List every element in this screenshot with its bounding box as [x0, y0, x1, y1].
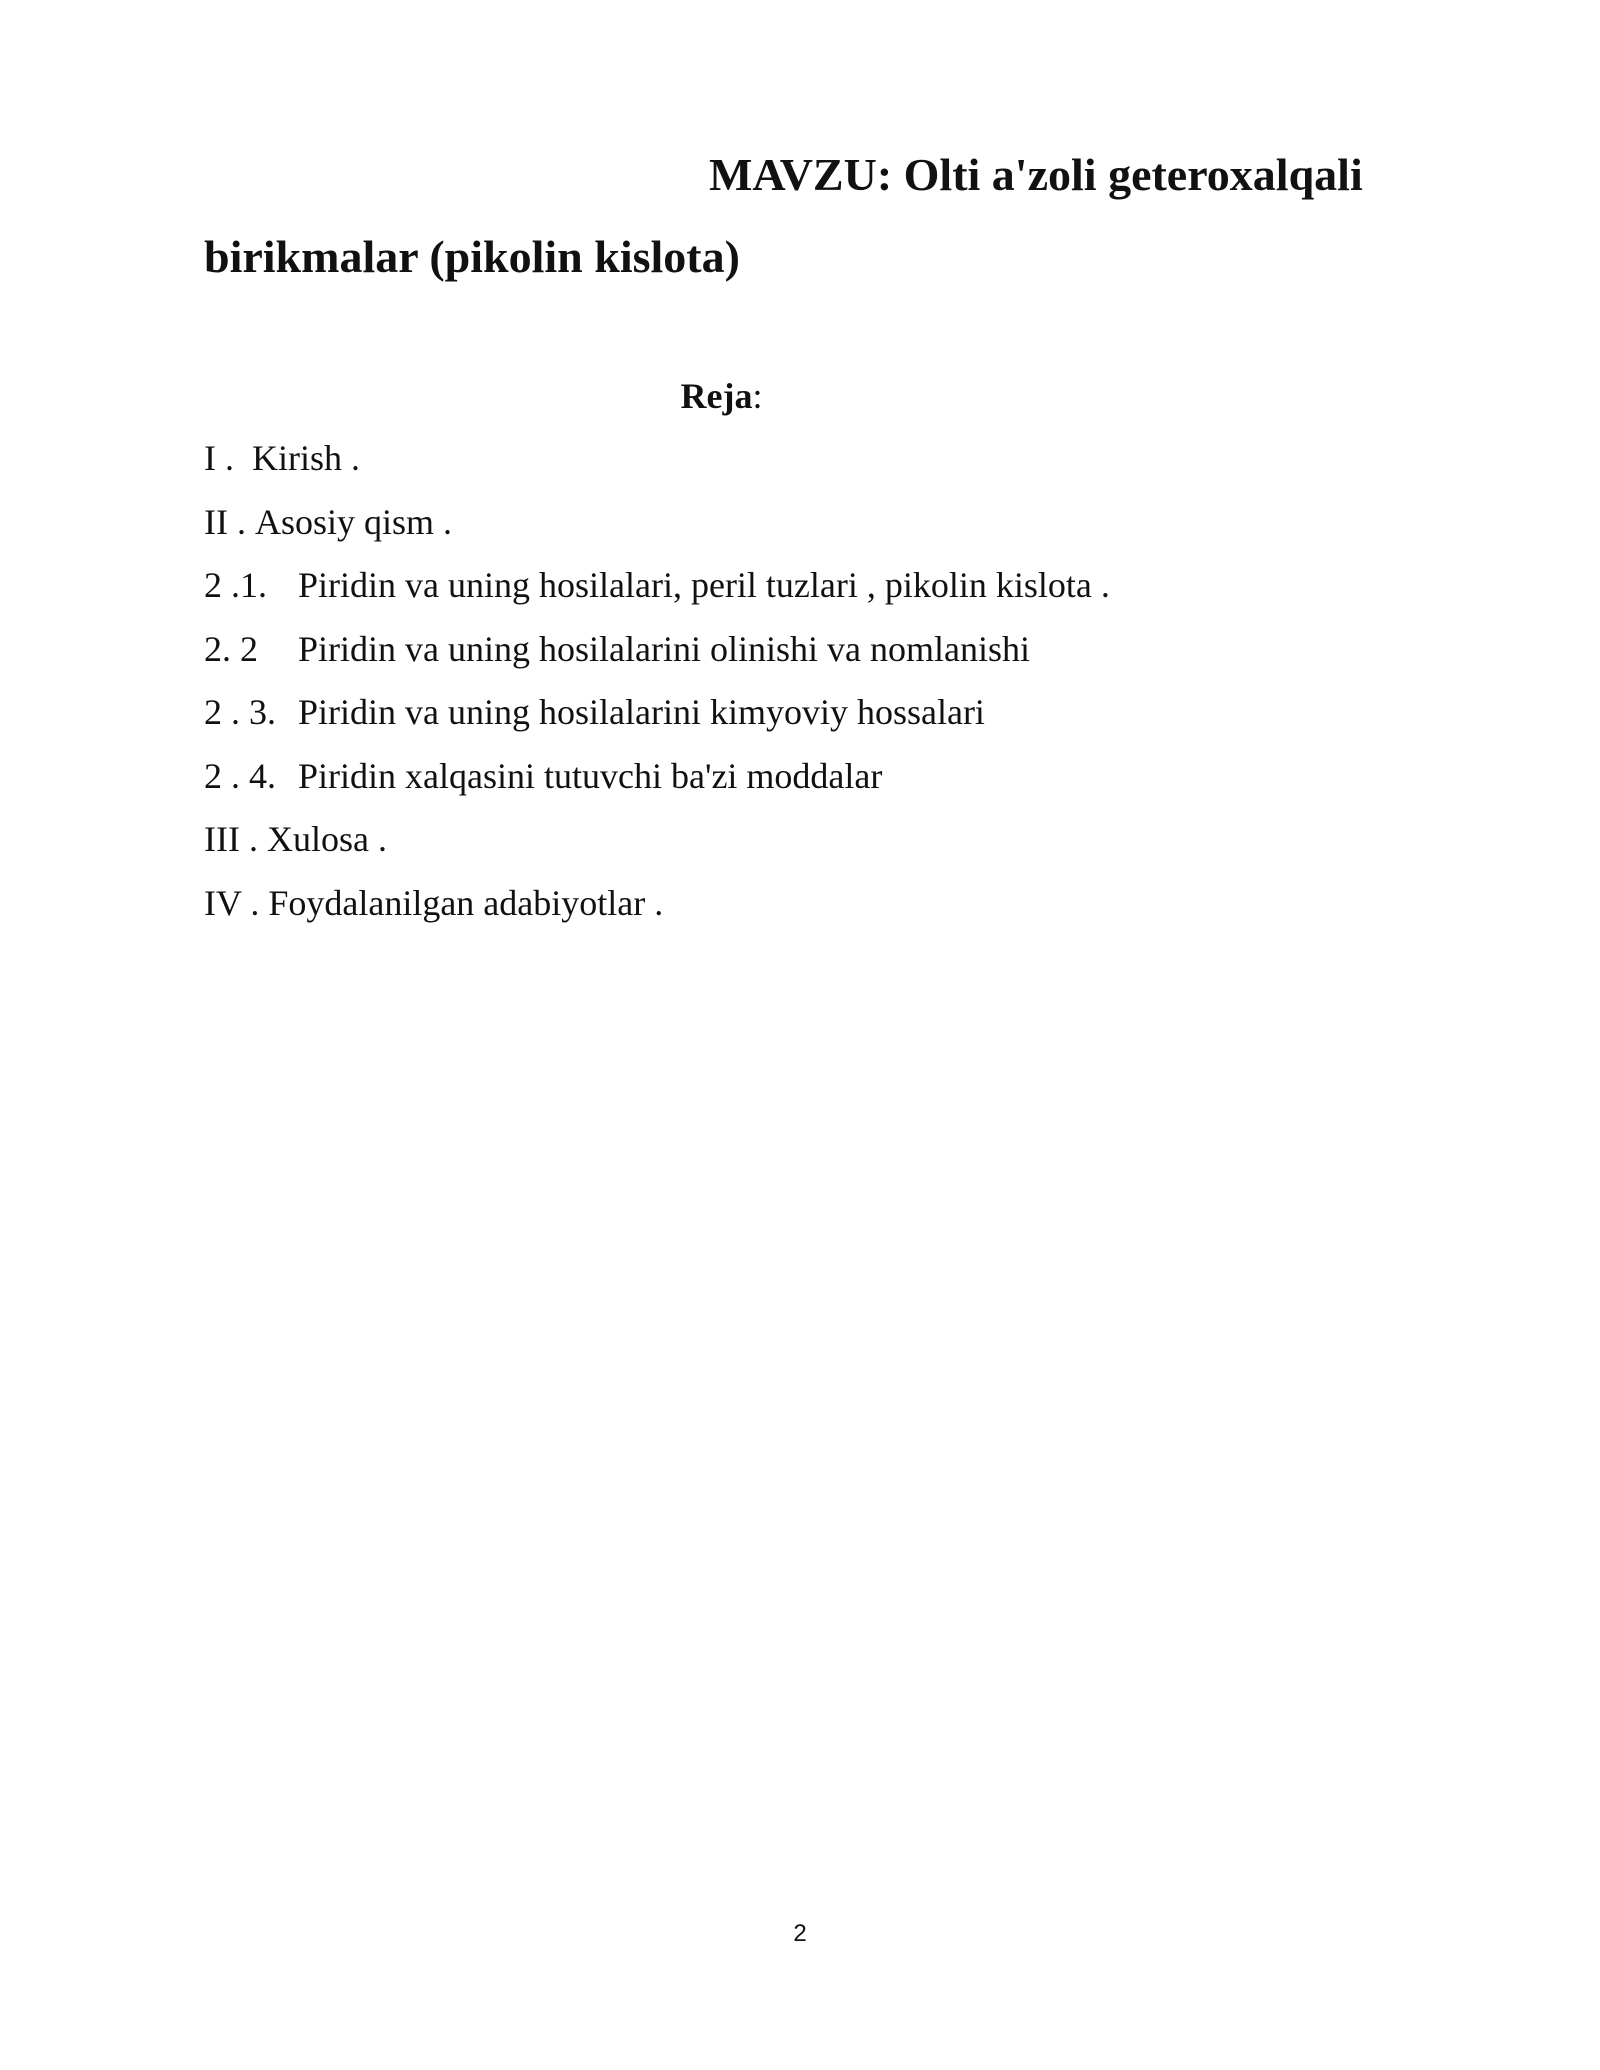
plan-item-2-1 [204, 567, 1110, 631]
plan-item-number: IV . [204, 882, 269, 923]
plan-item-conclusion [204, 821, 1110, 885]
plan-item-number: 2 . 4. [204, 755, 276, 796]
plan-item-2-3 [204, 694, 1110, 758]
plan-list [204, 440, 1110, 948]
plan-item-number: II . [204, 501, 255, 542]
plan-item-number: 2 . 3. [204, 692, 276, 732]
plan-item-text: Piridin va uning hosilalarini olinishi va nomlanishi [298, 628, 1030, 669]
plan-item-text: Piridin xalqasini tutuvchi ba'zi moddalar [298, 755, 883, 796]
plan-item-text: Kirish . [252, 438, 360, 478]
page-title-line-2: birikmalar (pikolin kislota) [204, 231, 740, 282]
plan-item-text: Asosiy qism . [254, 501, 453, 542]
plan-item-number: 2 .1. [204, 565, 267, 605]
plan-item-number: 2. 2 [204, 628, 258, 669]
plan-item-text: Foydalanilgan adabiyotlar . [268, 882, 664, 923]
plan-item-number: III . [204, 819, 267, 859]
plan-item-text: Piridin va uning hosilalari, peril tuzlari , pikolin kislota . [298, 565, 1110, 605]
plan-heading-label: Reja [680, 376, 753, 416]
page-title-line-1: MAVZU: Olti a'zoli geteroxalqali [709, 149, 1363, 200]
plan-item-main-part [204, 501, 1110, 568]
plan-item-text: Xulosa . [266, 819, 387, 859]
plan-item-2-2 [204, 628, 1110, 695]
plan-item-references [204, 882, 1110, 949]
plan-heading-colon: : [752, 376, 763, 416]
plan-item-text: Piridin va uning hosilalarini kimyoviy hossalari [298, 692, 985, 732]
page-number: 2 [793, 1920, 807, 1947]
plan-item-2-4 [204, 755, 1110, 822]
plan-item-number: I . [204, 438, 252, 478]
plan-item-intro [204, 440, 1110, 504]
plan-heading [0, 378, 1443, 414]
